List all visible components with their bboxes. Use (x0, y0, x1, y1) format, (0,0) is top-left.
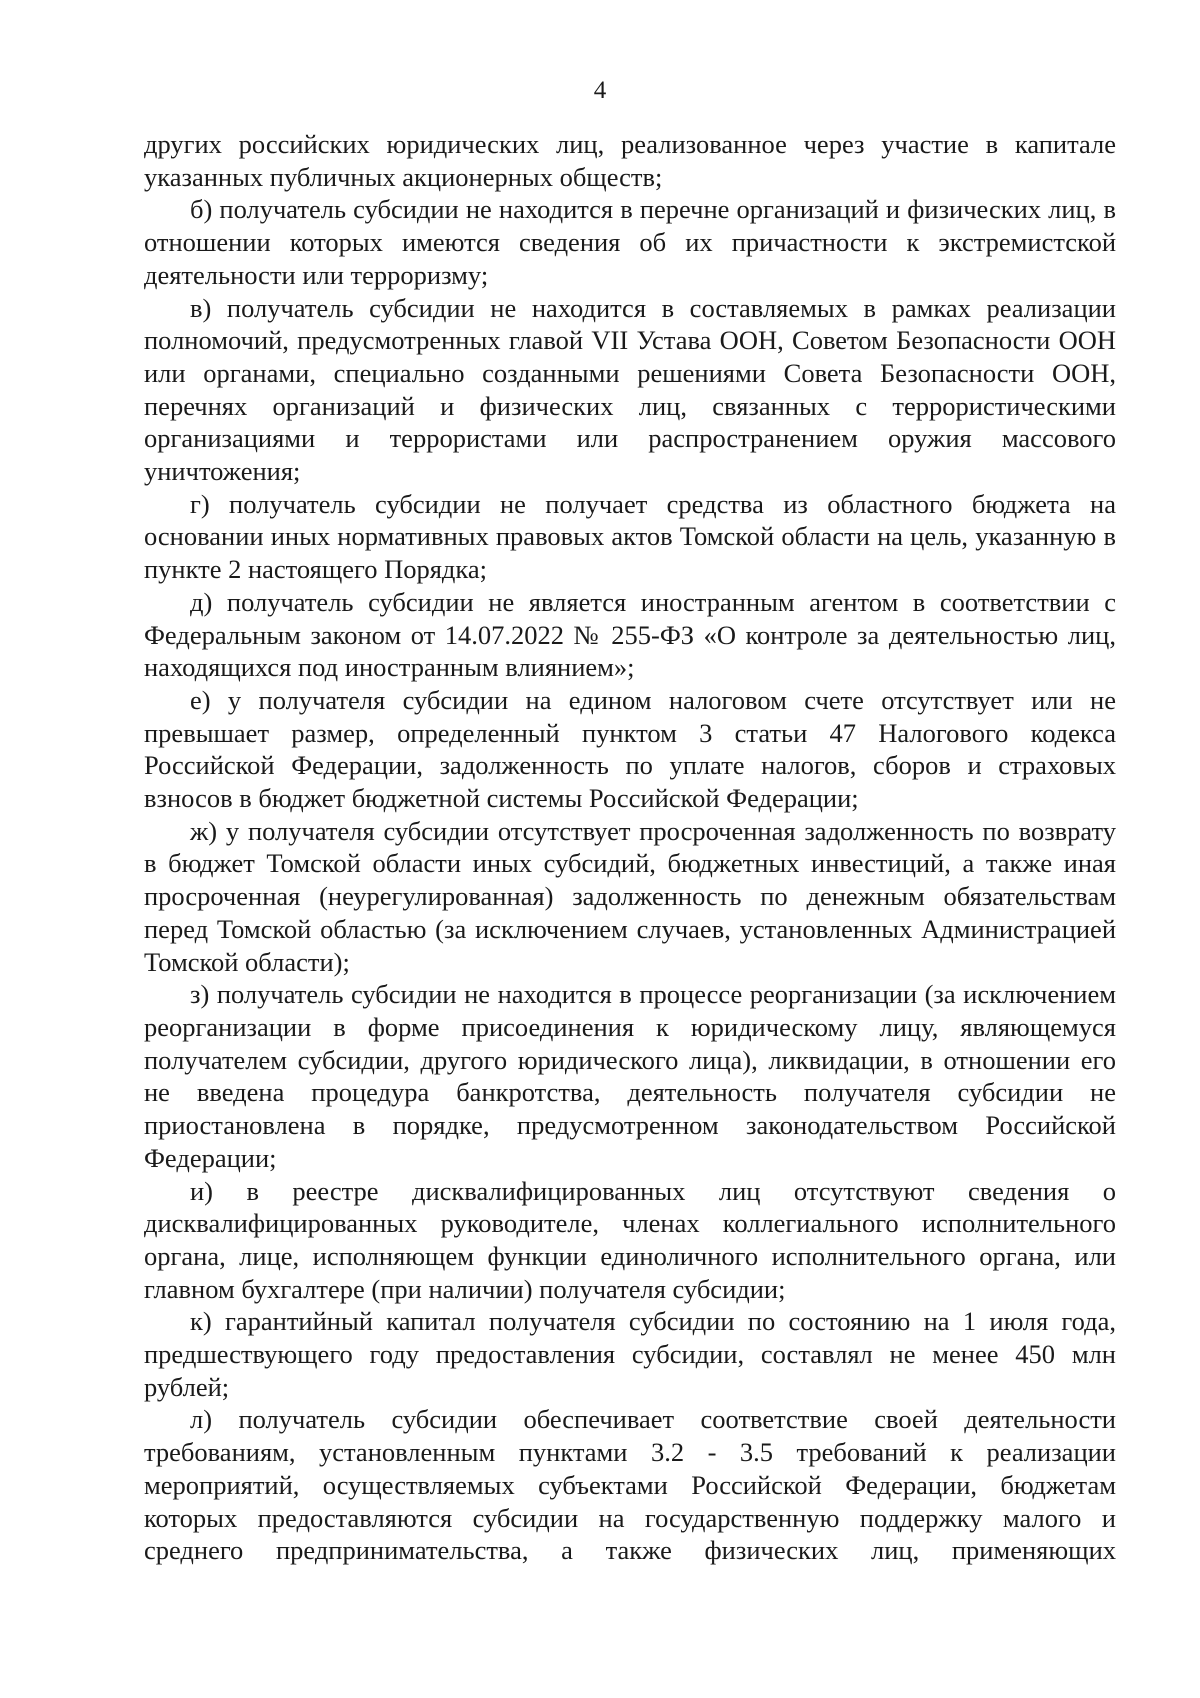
paragraph-item-z: з) получатель субсидии не находится в процессе реорганизации (за исключением реорганизации в форме присоединения к юридическому лицу, являющемуся получателем субсидии, другого юридического лица), ликвидации, в отношении его не введена процедура банкротства, деятельность получателя субсидии не приостановлена в порядке, предусмотренном законодательством Российской Федерации; (144, 979, 1116, 1173)
document-body (144, 128, 1116, 1567)
paragraph-item-b: б) получатель субсидии не находится в перечне организаций и физических лиц, в отношении которых имеются сведения об их причастности к экстремистской деятельности или терроризму; (144, 194, 1116, 290)
page-number: 4 (593, 77, 607, 104)
paragraph-item-e: е) у получателя субсидии на едином налоговом счете отсутствует или не превышает размер, определенный пунктом 3 статьи 47 Налогового кодекса Российской Федерации, задолженность по уплате налогов, сборов и страховых взносов в бюджет бюджетной системы Российской Федерации; (144, 684, 1116, 814)
paragraph-item-k: к) гарантийный капитал получателя субсидии по состоянию на 1 июля года, предшествующего году предоставления субсидии, составлял не менее 450 млн рублей; (144, 1306, 1116, 1402)
paragraph-item-zh: ж) у получателя субсидии отсутствует просроченная задолженность по возврату в бюджет Томской области иных субсидий, бюджетных инвестиций, а также иная просроченная (неурегулированная) задолженность по денежным обязательствам перед Томской областью (за исключением случаев, установленных Администрацией Томской области); (144, 815, 1116, 977)
paragraph-item-g: г) получатель субсидии не получает средства из областного бюджета на основании иных нормативных правовых актов Томской области на цель, указанную в пункте 2 настоящего Порядка; (144, 488, 1116, 585)
paragraph-continuation: других российских юридических лиц, реализованное через участие в капитале указанных публичных акционерных обществ; (144, 129, 1116, 192)
paragraph-item-i: и) в реестре дисквалифицированных лиц отсутствуют сведения о дисквалифицированных руководителе, членах коллегиального исполнительного органа, лице, исполняющем функции единоличного исполнительного органа, или главном бухгалтере (при наличии) получателя субсидии; (144, 1175, 1116, 1304)
paragraph-item-v: в) получатель субсидии не находится в составляемых в рамках реализации полномочий, предусмотренных главой VII Устава ООН, Советом Безопасности ООН или органами, специально созданными решениями Совета Безопасности ООН, перечнях организаций и физических лиц, связанных с террористическими организациями и террористами или распространением оружия массового уничтожения; (144, 292, 1116, 487)
paragraph-item-d: д) получатель субсидии не является иностранным агентом в соответствии с Федеральным законом от 14.07.2022 № 255-ФЗ «О контроле за деятельностью лиц, находящихся под иностранным влиянием»; (144, 586, 1116, 683)
paragraph-item-l: л) получатель субсидии обеспечивает соответствие своей деятельности требованиям, установленным пунктами 3.2 - 3.5 требований к реализации мероприятий, осуществляемых субъектами Российской Федерации, бюджетам которых предоставляются субсидии на государственную поддержку малого и среднего предпринимательства, а также физических лиц, применяющих (144, 1404, 1116, 1566)
